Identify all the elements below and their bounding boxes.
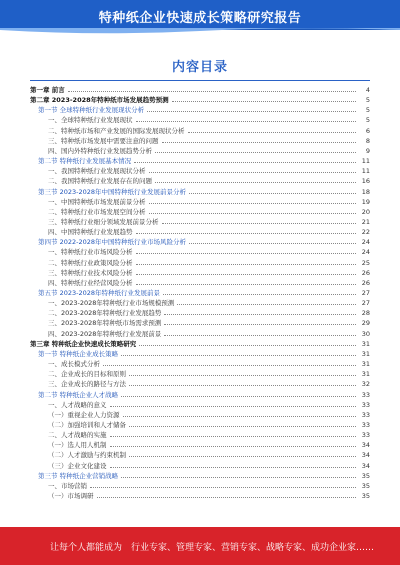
toc-dot-leader <box>136 264 356 265</box>
toc-entry[interactable] <box>30 471 370 481</box>
toc-entry-page: 33 <box>361 400 370 409</box>
toc-entry-title: 二、我国特种纸行业发展存在的问题 <box>48 177 152 186</box>
toc-entry-page: 29 <box>361 319 370 328</box>
toc-entry-title: 二、2023-2028年特种纸行业发展趋势 <box>48 309 162 318</box>
toc-dot-leader <box>136 253 356 254</box>
toc-entry-page: 33 <box>361 420 370 429</box>
toc-entry[interactable] <box>30 146 370 156</box>
toc-entry-title: 三、特种纸行业细分领域发展前景分析 <box>48 217 159 226</box>
toc-entry-page: 34 <box>361 461 370 470</box>
toc-entry-page: 16 <box>361 177 370 186</box>
toc-heading: 内容目录 <box>171 60 228 75</box>
page-footer <box>0 527 400 565</box>
toc-entry-page: 34 <box>361 451 370 460</box>
toc-entry-title: 四、中国特种纸行业发展趋势 <box>48 228 133 237</box>
toc-entry-title: 第三节 特种纸企业营销战略 <box>38 471 119 480</box>
toc-entry[interactable] <box>30 491 370 501</box>
toc-entry-page: 31 <box>361 349 370 358</box>
toc-entry-title: 第五节 2023-2028年特种纸行业发展前景 <box>38 289 160 297</box>
toc-dot-leader <box>123 416 356 417</box>
toc-dot-leader <box>129 385 356 386</box>
toc-entry-page: 24 <box>361 248 370 257</box>
toc-dot-leader <box>136 274 356 275</box>
toc-entry[interactable] <box>30 258 370 268</box>
toc-dot-leader <box>90 487 356 488</box>
toc-dot-leader <box>121 396 356 397</box>
toc-dot-leader <box>164 314 356 315</box>
toc-entry-title: 二、特种纸市场和产业发展的国际发展现状分析 <box>48 126 185 135</box>
footer-slogan-right: 行业专家、管理专家、营销专家、战略专家、成功企业家…… <box>131 543 375 553</box>
toc-dot-leader <box>121 355 356 356</box>
toc-entry-page: 26 <box>361 278 370 287</box>
toc-entry-page: 34 <box>361 441 370 450</box>
toc-dot-leader <box>68 91 356 92</box>
toc-entry-title: 第一节 全球特种纸行业发展现状分析 <box>38 106 145 115</box>
toc-entry-page: 19 <box>361 197 370 206</box>
toc-entry-page: 5 <box>365 96 370 105</box>
toc-entry-title: 第三章 特种纸企业快速成长策略研究 <box>30 339 137 348</box>
toc-entry-page: 4 <box>365 86 370 94</box>
toc-entry[interactable] <box>30 349 370 359</box>
toc-entry-page: 11 <box>361 167 370 176</box>
toc-dot-leader <box>129 456 356 457</box>
toc-entry-page: 33 <box>361 431 370 440</box>
toc-entry-page: 20 <box>361 207 370 216</box>
toc-entry-title: 一、2023-2028年特种纸行业市场规模预测 <box>48 299 175 308</box>
toc-dot-leader <box>103 365 356 366</box>
toc-entry-title: 二、人才战略的实施 <box>48 431 107 440</box>
toc-entry-title: （一）市场调研 <box>48 492 94 500</box>
toc-entry[interactable] <box>30 339 370 349</box>
toc-entry-title: 二、特种纸行业政策风险分析 <box>48 258 133 267</box>
toc-entry[interactable] <box>30 329 370 339</box>
toc-dot-leader <box>163 294 356 295</box>
toc-entry[interactable] <box>30 461 370 471</box>
header-wave-decoration <box>0 28 400 36</box>
toc-entry-title: 第一章 前言 <box>30 86 65 94</box>
toc-entry-page: 5 <box>365 106 370 115</box>
toc-dot-leader <box>110 467 356 468</box>
toc-dot-leader <box>134 162 356 163</box>
toc-divider <box>30 80 370 81</box>
toc-entry-page: 27 <box>361 299 370 308</box>
toc-dot-leader <box>136 121 356 122</box>
toc-entry-page: 31 <box>361 370 370 379</box>
toc-entry-title: 四、国内外特种纸行业发展趋势分析 <box>48 146 152 155</box>
toc-entry-title: 三、特种纸市场发展中需要注意的问题 <box>48 136 159 145</box>
toc-dot-leader <box>129 375 356 376</box>
toc-dot-leader <box>149 172 356 173</box>
toc-entry-title: 第四节 2022-2028年中国特种纸行业市场风险分析 <box>38 238 186 247</box>
toc-entry[interactable] <box>30 197 370 207</box>
toc-dot-leader <box>149 203 356 204</box>
toc-dot-leader <box>164 324 356 325</box>
toc-dot-leader <box>136 284 356 285</box>
toc-dot-leader <box>129 426 356 427</box>
toc-entry[interactable] <box>30 440 370 450</box>
toc-entry-title: 一、我国特种纸行业发展现状分析 <box>48 167 146 176</box>
toc-dot-leader <box>110 446 356 447</box>
toc-dot-leader <box>110 406 356 407</box>
toc-entry-page: 31 <box>361 339 370 348</box>
toc-entry-page: 22 <box>361 228 370 237</box>
toc-entry-page: 11 <box>361 157 370 166</box>
toc-entry-title: 一、中国特种纸市场发展前景分析 <box>48 197 146 206</box>
toc-dot-leader <box>139 345 356 346</box>
toc-entry-page: 33 <box>361 410 370 419</box>
toc-entry[interactable] <box>30 156 370 166</box>
toc-entry-title: 四、2023-2028年特种纸行业发展前景 <box>48 329 162 338</box>
toc-entry-page: 35 <box>361 481 370 490</box>
toc-entry-page: 31 <box>361 360 370 369</box>
toc-entry[interactable] <box>30 379 370 389</box>
toc-entry[interactable] <box>30 481 370 491</box>
toc-entry[interactable] <box>30 400 370 410</box>
toc-entry-title: 第一节 特种纸企业成长策略 <box>38 349 119 358</box>
toc-entry[interactable] <box>30 288 370 298</box>
toc-entry-page: 28 <box>361 309 370 318</box>
toc-entry[interactable] <box>30 95 370 105</box>
toc-dot-leader <box>155 152 356 153</box>
toc-entry[interactable] <box>30 308 370 318</box>
footer-slogan-left: 让每个人都能成为 <box>50 543 123 553</box>
toc-entry-page: 25 <box>361 258 370 267</box>
toc-entry-page: 9 <box>365 146 370 155</box>
toc-entry[interactable] <box>30 298 370 308</box>
toc-entry-title: 三、特种纸行业技术风险分析 <box>48 268 133 277</box>
toc-entry[interactable] <box>30 217 370 227</box>
toc-entry[interactable] <box>30 227 370 237</box>
toc-entry[interactable] <box>30 268 370 278</box>
toc-entry-title: 四、特种纸行业经营风险分析 <box>48 278 133 287</box>
toc-entry-title: 二、特种纸行业市场发展空间分析 <box>48 207 146 216</box>
toc-entry-title: 三、2023-2028年特种纸市场需求预测 <box>48 319 162 328</box>
toc-entry-page: 24 <box>361 238 370 247</box>
toc-dot-leader <box>162 223 356 224</box>
toc-dot-leader <box>147 111 356 112</box>
toc-entry-title: 第二章 2023-2028年特种纸市场发展趋势预测 <box>30 96 169 105</box>
toc-entry-page: 26 <box>361 268 370 277</box>
toc-entry-title: （一）重视企业人力资源 <box>48 410 120 419</box>
toc-dot-leader <box>155 182 356 183</box>
toc-entry-title: 一、人才战略的意义 <box>48 400 107 409</box>
toc-entry-title: （二）加强培训和人才储备 <box>48 420 126 429</box>
toc-entry-page: 32 <box>361 380 370 389</box>
toc-entry[interactable] <box>30 430 370 440</box>
toc-entry-title: （一）选人用人机制 <box>48 441 107 450</box>
toc-entry[interactable] <box>30 85 370 95</box>
toc-entry-page: 21 <box>361 217 370 226</box>
toc-dot-leader <box>97 497 356 498</box>
toc-entry-title: 一、全球特种纸行业发展现状 <box>48 116 133 125</box>
toc-dot-leader <box>162 142 356 143</box>
toc-dot-leader <box>110 436 356 437</box>
toc-entry-page: 30 <box>361 329 370 338</box>
toc-entry-page: 18 <box>361 187 370 196</box>
toc-entry[interactable] <box>30 187 370 197</box>
toc-entry-title: （三）企业文化建设 <box>48 461 107 470</box>
toc-entry[interactable] <box>30 166 370 176</box>
toc-entry-page: 33 <box>361 390 370 399</box>
toc-entry-page: 5 <box>365 116 370 125</box>
toc-entry[interactable] <box>30 115 370 125</box>
toc-entry-title: 一、特种纸行业市场风险分析 <box>48 248 133 257</box>
toc-dot-leader <box>149 213 356 214</box>
toc-entry[interactable] <box>30 207 370 217</box>
toc-entry[interactable] <box>30 450 370 460</box>
toc-entry[interactable] <box>30 176 370 186</box>
toc-dot-leader <box>164 335 356 336</box>
toc-entry-title: 第三节 2023-2028年中国特种纸行业发展前景分析 <box>38 187 186 196</box>
toc-entry[interactable] <box>30 136 370 146</box>
toc-entry[interactable] <box>30 390 370 400</box>
toc-entry-title: 第二节 特种纸行业发展基本情况 <box>38 157 132 166</box>
toc-dot-leader <box>189 243 356 244</box>
toc-entry-title: 三、企业成长的路径与方法 <box>48 380 126 389</box>
toc-entry[interactable] <box>30 318 370 328</box>
toc-dot-leader <box>189 193 356 194</box>
toc-entry[interactable] <box>30 420 370 430</box>
toc-entry-title: （二）人才激励与约束机制 <box>48 451 126 460</box>
toc-entry-page: 35 <box>361 471 370 480</box>
toc-dot-leader <box>172 101 356 102</box>
table-of-contents <box>30 85 370 505</box>
toc-dot-leader <box>177 304 356 305</box>
toc-entry-page: 8 <box>365 136 370 145</box>
toc-entry-title: 一、市场营销 <box>48 481 87 490</box>
toc-dot-leader <box>121 477 356 478</box>
toc-entry-title: 第二节 特种纸企业人才战略 <box>38 390 119 399</box>
toc-entry[interactable] <box>30 278 370 288</box>
toc-entry-title: 二、企业成长的目标和原则 <box>48 370 126 379</box>
toc-entry[interactable] <box>30 237 370 247</box>
toc-dot-leader <box>188 132 356 133</box>
toc-dot-leader <box>136 233 356 234</box>
toc-entry[interactable] <box>30 105 370 115</box>
toc-entry[interactable] <box>30 126 370 136</box>
toc-entry-page: 6 <box>365 126 370 135</box>
toc-entry-page: 35 <box>361 492 370 500</box>
toc-entry[interactable] <box>30 247 370 257</box>
report-title: 特种纸企业快速成长策略研究报告 <box>98 11 302 26</box>
toc-entry-page: 27 <box>361 289 370 297</box>
toc-entry-title: 一、成长模式分析 <box>48 360 100 369</box>
toc-entry[interactable] <box>30 369 370 379</box>
toc-entry[interactable] <box>30 359 370 369</box>
page-header <box>0 0 400 30</box>
toc-entry[interactable] <box>30 410 370 420</box>
